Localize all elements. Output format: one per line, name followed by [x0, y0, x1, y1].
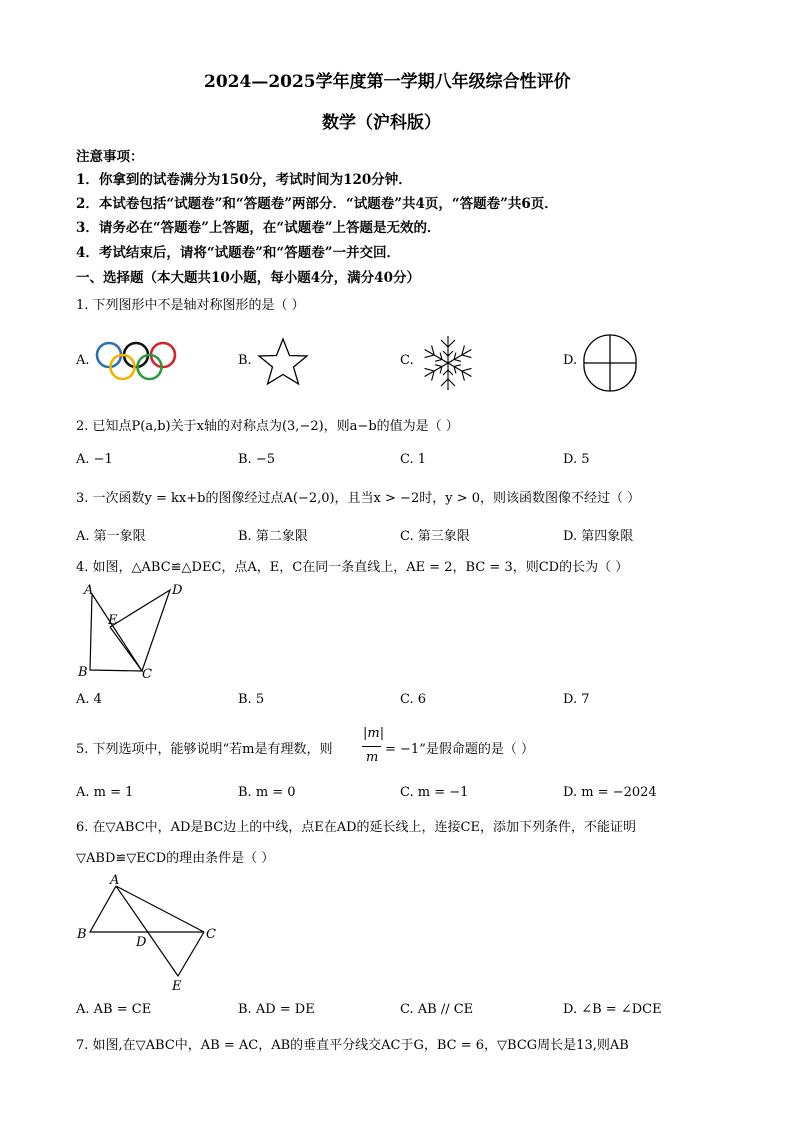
q5-fraction-denominator: m	[366, 750, 379, 765]
q2-option-b: B. −5	[238, 452, 275, 467]
q3-option-a: A. 第一象限	[76, 529, 146, 544]
q5-fraction-bar	[362, 746, 381, 747]
q6-option-a: A. AB = CE	[76, 1002, 152, 1017]
page-subtitle: 数学（沪科版）	[322, 113, 441, 133]
q5-option-b: B. m = 0	[238, 785, 296, 800]
question-1-stem: 1. 下列图形中不是轴对称图形的是（ ）	[76, 298, 305, 313]
question-4-stem: 4. 如图，△ABC≌△DEC，点A，E，C在同一条直线上，AE = 2，BC = 3，则CD的长为（ ）	[76, 560, 629, 575]
q6-label-a: A	[110, 873, 120, 888]
q3-option-c: C. 第三象限	[400, 529, 470, 544]
q4-option-a: A. 4	[76, 692, 102, 707]
question-6-stem-line-2: ▽ABD≌▽ECD的理由条件是（ ）	[76, 851, 275, 866]
notice-item-1: 1．你拿到的试卷满分为150分，考试时间为120分钟．	[76, 172, 412, 188]
notice-item-4: 4．考试结束后，请将“试题卷”和“答题卷”一并交回．	[76, 245, 400, 261]
section-heading: 一、选择题（本大题共10小题，每小题4分，满分40分）	[76, 270, 420, 286]
question-6-stem-line-1: 6. 在▽ABC中，AD是BC边上的中线，点E在AD的延长线上，连接CE，添加下列条件，不能证明	[76, 820, 636, 835]
q4-label-e: E	[108, 613, 118, 628]
q1-option-b: B.	[238, 353, 252, 368]
q4-option-d: D. 7	[563, 692, 590, 707]
page-title: 2024—2025学年度第一学期八年级综合性评价	[204, 72, 571, 92]
q4-label-b: B	[78, 665, 88, 680]
q2-option-c: C. 1	[400, 452, 427, 467]
q6-label-e: E	[172, 979, 182, 994]
notice-item-3: 3．请务必在“答题卷”上答题，在“试题卷”上答题是无效的．	[76, 220, 441, 236]
olympic-rings-icon	[95, 341, 181, 383]
question-3-stem: 3. 一次函数y = kx+b的图像经过点A(−2,0)，且当x > −2时，y > 0，则该函数图像不经过（ ）	[76, 491, 641, 506]
q1-option-d: D.	[563, 353, 578, 368]
q6-option-b: B. AD = DE	[238, 1002, 315, 1017]
star-icon	[257, 337, 309, 387]
q4-option-c: C. 6	[400, 692, 427, 707]
q6-option-c: C. AB // CE	[400, 1002, 474, 1017]
q5-option-a: A. m = 1	[76, 785, 134, 800]
question-7-stem: 7. 如图,在▽ABC中，AB = AC，AB的垂直平分线交AC于G，BC = 6，▽BCG周长是13,则AB	[76, 1038, 629, 1053]
q4-label-d: D	[172, 583, 183, 598]
q6-triangle-figure	[74, 870, 224, 992]
pinwheel-icon	[582, 333, 638, 393]
q6-option-d: D. ∠B = ∠DCE	[563, 1002, 662, 1017]
q5-fraction-numerator: |m|	[363, 726, 385, 741]
q3-option-d: D. 第四象限	[563, 529, 634, 544]
q2-option-a: A. −1	[76, 452, 113, 467]
notice-heading: 注意事项：	[76, 149, 144, 165]
q6-label-c: C	[206, 927, 216, 942]
q4-label-c: C	[142, 667, 152, 682]
q1-option-c: C.	[400, 353, 414, 368]
q4-option-b: B. 5	[238, 692, 265, 707]
q3-option-b: B. 第二象限	[238, 529, 308, 544]
q1-option-a: A.	[76, 353, 90, 368]
snowflake-icon	[418, 333, 478, 393]
q5-option-d: D. m = −2024	[563, 785, 657, 800]
question-5-stem-b: = −1”是假命题的是（ ）	[385, 742, 534, 757]
q6-label-b: B	[77, 927, 87, 942]
q2-option-d: D. 5	[563, 452, 590, 467]
q4-label-a: A	[84, 583, 94, 598]
q4-triangle-figure	[74, 580, 194, 685]
notice-item-2: 2．本试卷包括“试题卷”和“答题卷”两部分．“试题卷”共4页，“答题卷”共6页．	[76, 196, 558, 212]
q5-option-c: C. m = −1	[400, 785, 469, 800]
q6-label-d: D	[136, 935, 147, 950]
question-2-stem: 2. 已知点P(a,b)关于x轴的对称点为(3,−2)，则a−b的值为是（ ）	[76, 419, 459, 434]
question-5-stem-a: 5. 下列选项中，能够说明“若m是有理数，则	[76, 742, 333, 757]
